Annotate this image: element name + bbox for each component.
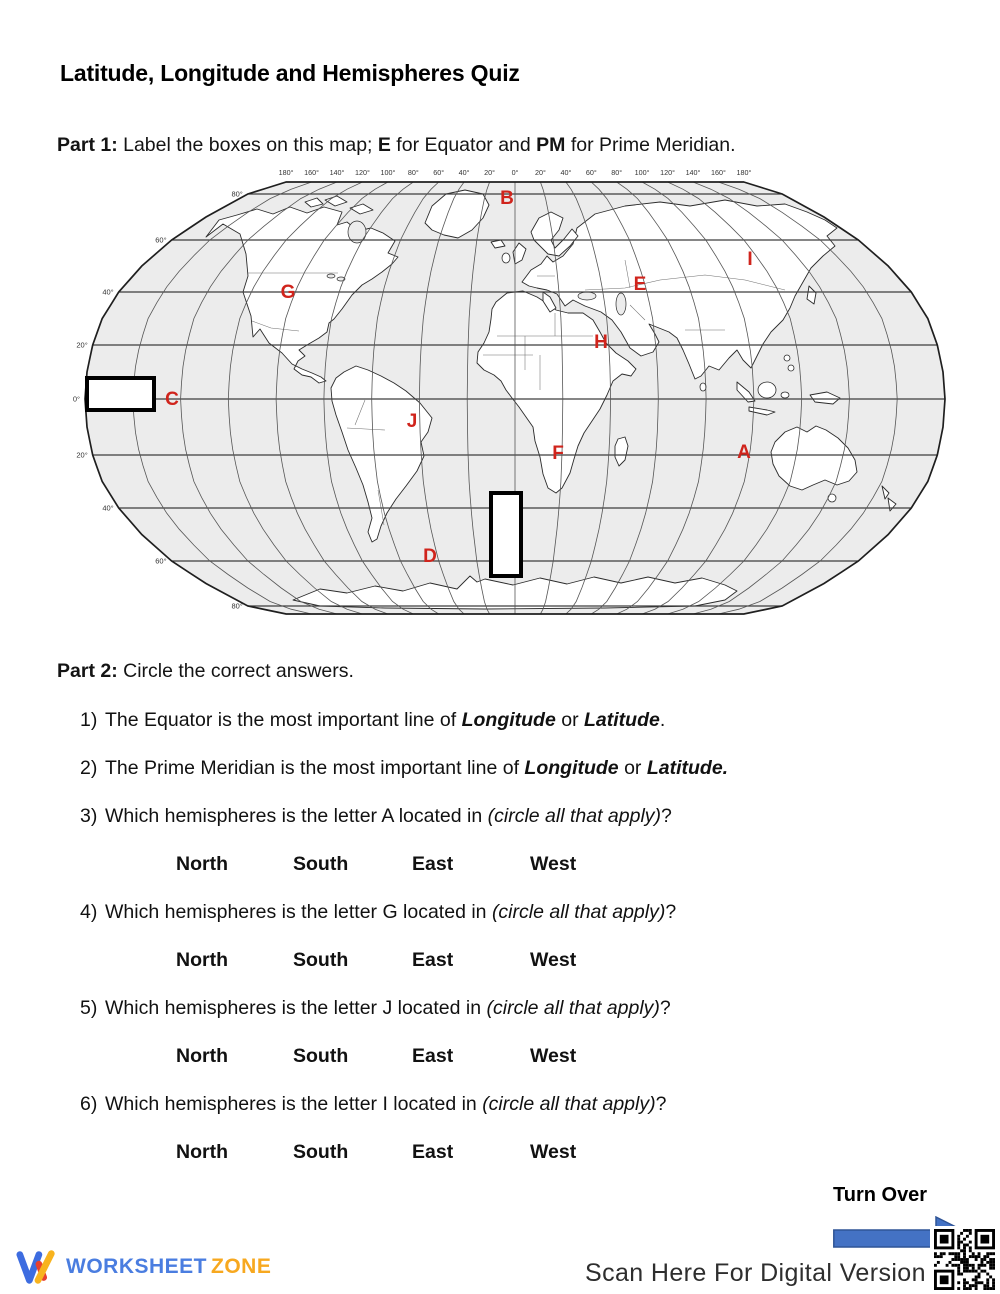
option-east[interactable]: East	[412, 1045, 454, 1067]
qr-module	[977, 1266, 980, 1269]
qr-module	[974, 1281, 977, 1284]
qr-module	[992, 1284, 995, 1287]
longitude-tick: 60°	[585, 168, 597, 177]
longitude-tick: 20°	[484, 168, 496, 177]
qr-module	[974, 1287, 977, 1290]
qr-module	[989, 1252, 992, 1255]
part1-label: Part 1:	[57, 134, 118, 156]
latitude-tick: 60°	[155, 556, 167, 566]
qr-module	[957, 1255, 960, 1258]
option-north[interactable]: North	[176, 1141, 228, 1163]
qr-code	[930, 1226, 998, 1292]
longitude-tick: 80°	[611, 168, 623, 177]
option-west[interactable]: West	[530, 853, 577, 875]
longitude-tick: 140°	[685, 168, 701, 177]
qr-module	[977, 1263, 980, 1266]
map-letter-F: F	[552, 443, 564, 464]
qr-module	[977, 1272, 980, 1275]
turn-over-label: Turn Over	[833, 1184, 928, 1206]
qr-module	[971, 1255, 974, 1258]
longitude-tick: 40°	[560, 168, 572, 177]
longitude-tick: 20°	[534, 168, 546, 177]
part2-label: Part 2:	[57, 660, 118, 682]
longitude-tick: 60°	[433, 168, 445, 177]
qr-module	[957, 1258, 960, 1261]
qr-module	[954, 1258, 957, 1261]
equator-answer-box[interactable]	[85, 376, 156, 412]
qr-module	[992, 1281, 995, 1284]
option-east[interactable]: East	[412, 1141, 454, 1163]
qr-module	[989, 1287, 992, 1290]
qr-module	[954, 1255, 957, 1258]
qr-module	[957, 1234, 960, 1237]
prime-meridian-abbrev: PM	[536, 134, 566, 156]
map-lake	[578, 292, 596, 300]
longitude-tick: 160°	[304, 168, 320, 177]
longitude-tick: 100°	[634, 168, 650, 177]
option-south[interactable]: South	[293, 949, 349, 971]
qr-module	[983, 1258, 986, 1261]
qr-module	[971, 1278, 974, 1281]
qr-module	[960, 1272, 963, 1275]
option-west[interactable]: West	[530, 1045, 577, 1067]
qr-module	[992, 1278, 995, 1281]
logo-word-worksheet: WORKSHEET	[66, 1255, 207, 1278]
latitude-tick: 80°	[231, 601, 243, 611]
qr-module	[986, 1252, 989, 1255]
map-island	[700, 383, 706, 391]
qr-module	[963, 1243, 966, 1246]
option-north[interactable]: North	[176, 1045, 228, 1067]
map-letter-E: E	[633, 274, 647, 295]
qr-module	[980, 1269, 983, 1272]
map-letter-J: J	[406, 411, 418, 432]
qr-module	[936, 1255, 939, 1258]
map-island	[502, 253, 510, 263]
qr-module	[960, 1260, 963, 1263]
map-island	[784, 355, 790, 361]
qr-module	[992, 1263, 995, 1266]
options-row-4	[80, 946, 960, 994]
qr-module	[974, 1278, 977, 1281]
qr-module	[951, 1252, 954, 1255]
option-west[interactable]: West	[530, 949, 577, 971]
map-letter-G: G	[280, 282, 296, 303]
qr-module	[963, 1281, 966, 1284]
qr-module	[986, 1255, 989, 1258]
qr-module	[983, 1284, 986, 1287]
latitude-tick: 20°	[76, 450, 88, 460]
qr-module	[934, 1255, 937, 1258]
qr-module	[963, 1229, 966, 1232]
qr-module	[968, 1229, 971, 1232]
qr-module	[989, 1260, 992, 1263]
qr-module	[992, 1287, 995, 1290]
qr-module	[989, 1263, 992, 1266]
qr-module	[977, 1252, 980, 1255]
qr-module	[989, 1266, 992, 1269]
qr-module	[957, 1272, 960, 1275]
worksheetzone-logo	[16, 1247, 271, 1287]
option-east[interactable]: East	[412, 949, 454, 971]
qr-module	[963, 1287, 966, 1290]
qr-module	[992, 1252, 995, 1255]
qr-module	[974, 1284, 977, 1287]
qr-module	[986, 1278, 989, 1281]
qr-module	[968, 1263, 971, 1266]
qr-module	[971, 1263, 974, 1266]
qr-module	[989, 1258, 992, 1261]
latitude-tick: 40°	[102, 287, 114, 297]
qr-module	[948, 1260, 951, 1263]
option-south[interactable]: South	[293, 1141, 349, 1163]
qr-module	[954, 1263, 957, 1266]
qr-module	[957, 1287, 960, 1290]
qr-module	[986, 1272, 989, 1275]
qr-module	[948, 1252, 951, 1255]
qr-module	[968, 1284, 971, 1287]
longitude-tick: 140°	[329, 168, 345, 177]
qr-module	[965, 1266, 968, 1269]
qr-module	[971, 1266, 974, 1269]
map-lake	[327, 274, 335, 278]
qr-module	[963, 1249, 966, 1252]
qr-module	[951, 1258, 954, 1261]
qr-module	[963, 1260, 966, 1263]
qr-module	[939, 1275, 948, 1284]
qr-module	[963, 1255, 966, 1258]
qr-module	[960, 1249, 963, 1252]
options-row-5	[80, 1042, 960, 1090]
question-4: 4) Which hemispheres is the letter G located in (circle all that apply)?	[80, 901, 677, 923]
qr-module	[977, 1255, 980, 1258]
qr-module	[965, 1269, 968, 1272]
options-row-6	[80, 1138, 960, 1186]
qr-module	[960, 1258, 963, 1261]
qr-module	[986, 1284, 989, 1287]
question-1: 1) The Equator is the most important line of Longitude or Latitude.	[80, 709, 666, 731]
question-3: 3) Which hemispheres is the letter A located in (circle all that apply)?	[80, 805, 672, 827]
qr-module	[974, 1258, 977, 1261]
equator-abbrev: E	[377, 134, 391, 156]
qr-module	[954, 1252, 957, 1255]
qr-module	[934, 1263, 937, 1266]
qr-module	[968, 1255, 971, 1258]
qr-module	[960, 1240, 963, 1243]
qr-module	[963, 1269, 966, 1272]
qr-module	[983, 1287, 986, 1290]
qr-module	[934, 1252, 937, 1255]
qr-module	[957, 1237, 960, 1240]
qr-module	[980, 1263, 983, 1266]
qr-module	[992, 1258, 995, 1261]
longitude-tick: 160°	[710, 168, 726, 177]
qr-module	[965, 1260, 968, 1263]
longitude-tick: 0°	[511, 168, 519, 177]
longitude-tick: 100°	[380, 168, 396, 177]
qr-module	[983, 1269, 986, 1272]
qr-module	[939, 1252, 942, 1255]
qr-module	[963, 1252, 966, 1255]
qr-module	[939, 1234, 948, 1243]
question-6: 6) Which hemispheres is the letter I located in (circle all that apply)?	[80, 1093, 667, 1115]
latitude-tick: 80°	[231, 189, 243, 199]
map-island	[781, 392, 789, 398]
longitude-tick: 120°	[354, 168, 370, 177]
qr-module	[963, 1266, 966, 1269]
map-letter-D: D	[423, 546, 437, 567]
qr-module	[965, 1234, 968, 1237]
scan-here-text: Scan Here For Digital Version	[585, 1259, 926, 1287]
latitude-tick: 60°	[155, 235, 167, 245]
qr-module	[936, 1260, 939, 1263]
qr-module	[963, 1284, 966, 1287]
qr-module	[957, 1240, 960, 1243]
qr-module	[968, 1269, 971, 1272]
longitude-tick: 80°	[407, 168, 419, 177]
option-west[interactable]: West	[530, 1141, 577, 1163]
qr-module	[992, 1266, 995, 1269]
qr-module	[965, 1263, 968, 1266]
qr-module	[980, 1260, 983, 1263]
option-east[interactable]: East	[412, 853, 454, 875]
qr-module	[965, 1287, 968, 1290]
latitude-tick: 40°	[102, 503, 114, 513]
qr-module	[968, 1287, 971, 1290]
qr-module	[968, 1240, 971, 1243]
page-title: Latitude, Longitude and Hemispheres Quiz	[60, 60, 520, 86]
longitude-tick: 120°	[660, 168, 676, 177]
qr-module	[971, 1269, 974, 1272]
qr-module	[968, 1249, 971, 1252]
map-lake	[616, 293, 626, 315]
qr-module	[963, 1263, 966, 1266]
qr-module	[965, 1229, 968, 1232]
qr-module	[957, 1281, 960, 1284]
qr-module	[977, 1281, 980, 1284]
qr-module	[974, 1255, 977, 1258]
longitude-tick: 40°	[458, 168, 470, 177]
qr-module	[957, 1269, 960, 1272]
map-letter-A: A	[737, 442, 751, 463]
latitude-tick: 0°	[72, 394, 80, 404]
qr-module	[977, 1275, 980, 1278]
qr-module	[971, 1252, 974, 1255]
qr-module	[983, 1263, 986, 1266]
qr-module	[968, 1246, 971, 1249]
qr-module	[965, 1243, 968, 1246]
logo-word-zone: ZONE	[211, 1255, 272, 1278]
question-5: 5) Which hemispheres is the letter J located in (circle all that apply)?	[80, 997, 671, 1019]
logo-w-icon	[16, 1247, 58, 1287]
qr-module	[963, 1258, 966, 1261]
qr-module	[974, 1269, 977, 1272]
map-island	[758, 382, 776, 398]
option-north[interactable]: North	[176, 853, 228, 875]
qr-module	[965, 1258, 968, 1261]
qr-module	[980, 1258, 983, 1261]
qr-module	[945, 1263, 948, 1266]
longitude-tick: 180°	[278, 168, 294, 177]
qr-module	[971, 1284, 974, 1287]
qr-module	[957, 1266, 960, 1269]
qr-module	[960, 1231, 963, 1234]
qr-module	[963, 1246, 966, 1249]
prime-meridian-answer-box[interactable]	[489, 491, 523, 578]
option-south[interactable]: South	[293, 853, 349, 875]
questions-list	[80, 706, 960, 1186]
part1-instruction: Part 1: Label the boxes on this map; E for Equator and PM for Prime Meridian.	[57, 134, 736, 156]
map-letter-H: H	[594, 332, 608, 353]
qr-module	[992, 1260, 995, 1263]
qr-module	[942, 1252, 945, 1255]
qr-module	[980, 1234, 989, 1243]
qr-module	[980, 1281, 983, 1284]
map-letter-C: C	[165, 389, 179, 410]
qr-module	[939, 1255, 942, 1258]
qr-module	[957, 1243, 960, 1246]
qr-module	[986, 1260, 989, 1263]
latitude-tick: 20°	[76, 340, 88, 350]
qr-module	[963, 1237, 966, 1240]
qr-module	[986, 1281, 989, 1284]
option-south[interactable]: South	[293, 1045, 349, 1067]
qr-module	[957, 1252, 960, 1255]
question-2: 2) The Prime Meridian is the most important line of Longitude or Latitude.	[80, 757, 729, 779]
map-letter-I: I	[747, 249, 753, 270]
qr-module	[965, 1281, 968, 1284]
options-row-3	[80, 850, 960, 898]
option-north[interactable]: North	[176, 949, 228, 971]
qr-module	[957, 1246, 960, 1249]
qr-module	[974, 1275, 977, 1278]
qr-module	[968, 1231, 971, 1234]
qr-module	[963, 1278, 966, 1281]
qr-module	[986, 1287, 989, 1290]
qr-module	[983, 1255, 986, 1258]
longitude-tick: 180°	[736, 168, 752, 177]
part2-instruction: Part 2: Circle the correct answers.	[57, 660, 354, 682]
map-letter-B: B	[500, 188, 514, 209]
qr-module	[989, 1275, 992, 1278]
map-island	[788, 365, 794, 371]
qr-module	[957, 1263, 960, 1266]
qr-module	[951, 1263, 954, 1266]
